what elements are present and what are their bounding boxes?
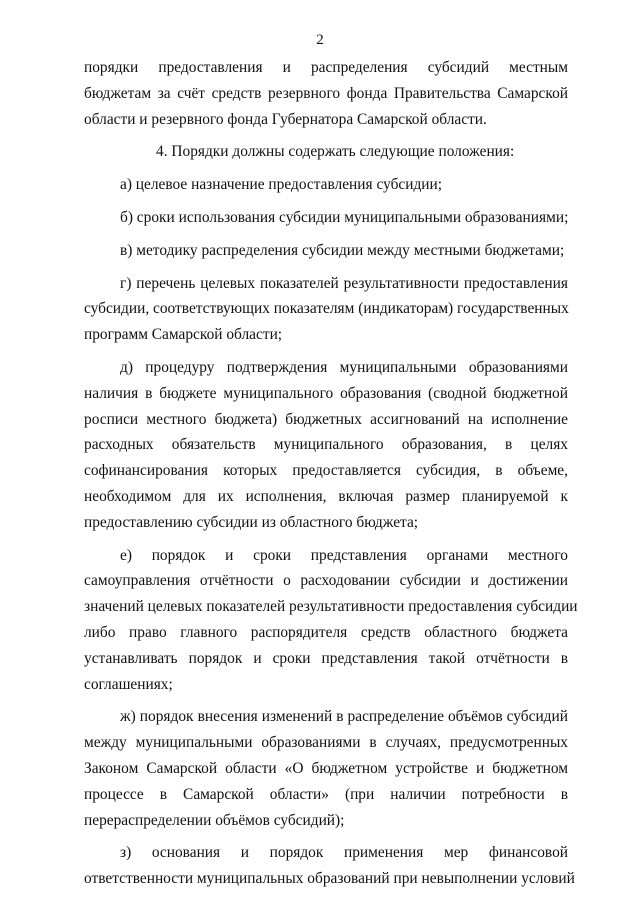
text-line: з) основания и порядок применения мер финансовой [120, 844, 568, 862]
text-line: программ Самарской области; [84, 326, 283, 344]
text-line: б) сроки использования субсидии муниципальными образованиями; [120, 208, 569, 226]
page-number: 2 [316, 32, 324, 48]
text-line: ж) порядок внесения изменений в распределение объёмов субсидий [120, 708, 568, 726]
text-line: процессе в Самарской области» (при наличии потребности в [84, 785, 568, 803]
list-item-b [84, 205, 568, 231]
text-line: г) перечень целевых показателей результативности предоставления [120, 274, 568, 292]
text-line: бюджетам за счёт средств резервного фонда Правительства Самарской [84, 84, 568, 102]
list-item-d [84, 355, 568, 536]
text-line: д) процедуру подтверждения муниципальными образованиями [120, 358, 568, 376]
list-item-e [84, 543, 578, 698]
text-line: порядки предоставления и распределения субсидий местным [84, 59, 568, 76]
text-line: ответственности муниципальных образований при невыполнении условий [84, 870, 575, 888]
list-item-a [84, 172, 568, 198]
list-item-z [84, 840, 575, 892]
text-line: значений целевых показателей результативности предоставления субсидии [84, 598, 578, 616]
text-line: предоставлению субсидии из областного бюджета; [84, 513, 419, 531]
text-line: е) порядок и сроки представления органами местного [120, 546, 568, 564]
text-line: самоуправления отчётности о расходовании субсидии и достижении [84, 572, 568, 590]
list-item-g [84, 271, 568, 348]
list-item-v [84, 238, 568, 264]
text-line: софинансирования которых предоставляется субсидия, в объеме, [84, 462, 568, 480]
list-item-zh [84, 704, 568, 833]
text-line: росписи местного бюджета) бюджетных ассигнований на исполнение [84, 410, 568, 428]
text-line: расходных обязательств муниципального образования, в целях [84, 436, 568, 454]
document-body [84, 55, 578, 892]
text-line: области и резервного фонда Губернатора Самарской области. [84, 110, 487, 128]
text-line: в) методику распределения субсидии между местными бюджетами; [120, 241, 565, 259]
text-line: необходимом для их исполнения, включая размер планируемой к [84, 487, 568, 505]
text-line: перераспределении объёмов субсидий); [84, 811, 345, 829]
paragraph-point-4 [84, 139, 568, 165]
text-line: а) целевое назначение предоставления субсидии; [120, 176, 443, 194]
paragraph-intro-continuation [84, 55, 568, 132]
text-line: Законом Самарской области «О бюджетном устройстве и бюджетном [84, 759, 568, 777]
text-line: между муниципальными образованиями в случаях, предусмотренных [84, 734, 568, 752]
text-line: субсидии, соответствующих показателям (индикаторам) государственных [84, 300, 569, 318]
text-line: устанавливать порядок и сроки представления такой отчётности в [84, 649, 568, 667]
text-line: соглашениях; [84, 675, 173, 693]
text-line: 4. Порядки должны содержать следующие положения: [156, 143, 515, 161]
text-line: либо право главного распорядителя средств областного бюджета [84, 623, 568, 641]
text-line: наличия в бюджете муниципального образования (сводной бюджетной [84, 384, 568, 402]
